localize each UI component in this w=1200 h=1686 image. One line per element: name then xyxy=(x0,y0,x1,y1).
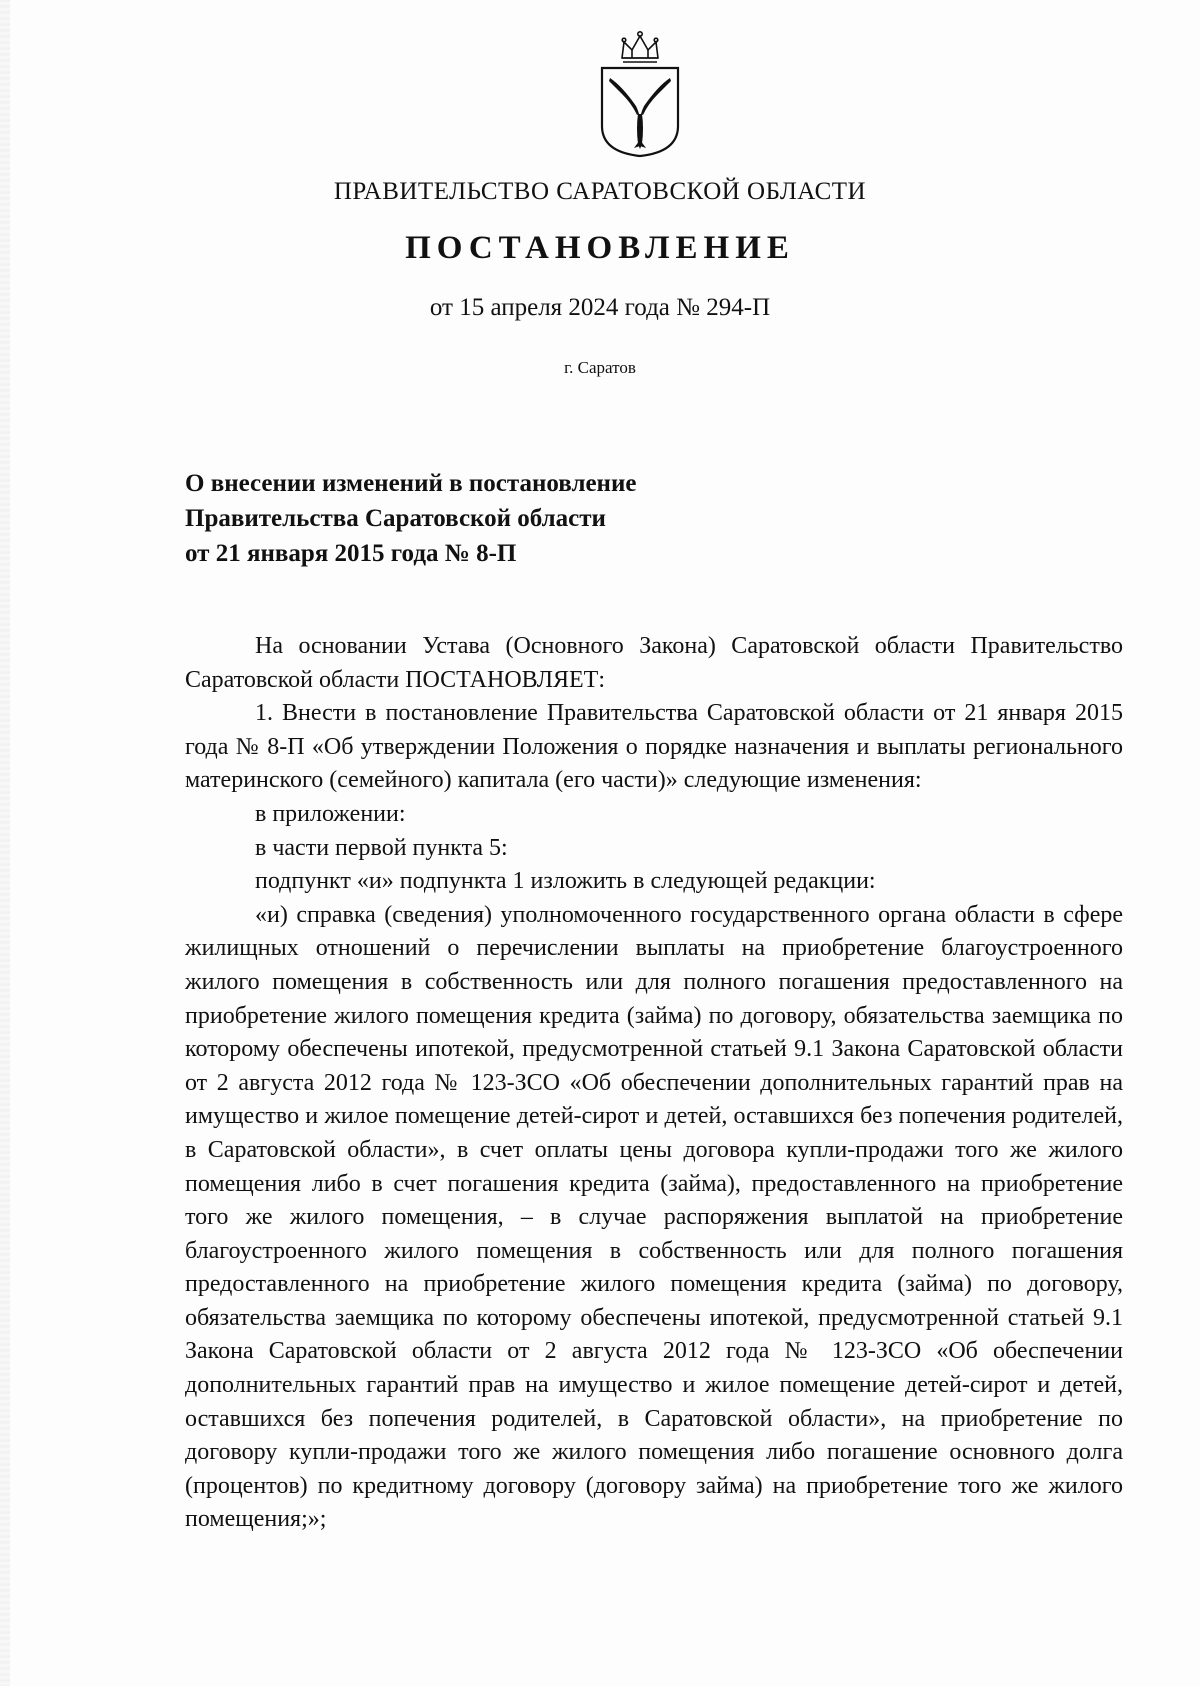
body-paragraph: в приложении: xyxy=(255,800,406,827)
body-paragraph: в части первой пункта 5: xyxy=(255,834,508,861)
saratov-coat-of-arms-icon xyxy=(596,28,684,158)
subject-line: Правительства Саратовской области xyxy=(185,505,606,532)
document-subject xyxy=(185,466,885,571)
document-type: ПОСТАНОВЛЕНИЕ xyxy=(405,230,795,266)
subject-line: О внесении изменений в постановление xyxy=(185,470,637,497)
body-paragraph: подпункт «и» подпункта 1 изложить в следующей редакции: xyxy=(255,868,876,895)
body-paragraph: На основании Устава (Основного Закона) Саратовской области Правительство Саратовской области ПОСТАНОВЛЯЕТ: xyxy=(185,633,1123,693)
document-city: г. Саратов xyxy=(564,358,636,377)
document-date-number: от 15 апреля 2024 года № 294-П xyxy=(429,294,771,321)
government-title: ПРАВИТЕЛЬСТВО САРАТОВСКОЙ ОБЛАСТИ xyxy=(333,178,867,205)
subject-line: от 21 января 2015 года № 8-П xyxy=(185,540,517,567)
body-paragraph: «и) справка (сведения) уполномоченного государственного органа области в сфере жилищных отношений о перечислении выплаты на приобретение благоустроенного жилого помещения в собственность или для полного погашения предоставленного на приобретение жилого помещения кредита (займа) по договору, обязательства заемщика по которому обеспечены ипотекой, предусмотренной статьей 9.1 Закона Саратовской области от 2 августа 2012 года № 123-ЗСО «Об обеспечении дополнительных гарантий прав на имущество и жилое помещение детей-сирот и детей, оставшихся без попечения родителей, в Саратовской области», в счет оплаты цены договора купли-продажи того же жилого помещения либо в счет погашения кредита (займа), предоставленного на приобретение того же жилого помещения, – в случае распоряжения выплатой на приобретение благоустроенного жилого помещения в собственность или для полного погашения предоставленного на приобретение жилого помещения кредита (займа) по договору, обязательства заемщика по которому обеспечены ипотекой, предусмотренной статьей 9.1 Закона Саратовской области от 2 августа 2012 года № 123-ЗСО «Об обеспечении дополнительных гарантий прав на имущество и жилое помещение детей-сирот и детей, оставшихся без попечения родителей, в Саратовской области», на приобретение по договору купли-продажи того же жилого помещения либо погашение основного долга (процентов) по кредитному договору (договору займа) на приобретение того же жилого помещения;»; xyxy=(185,901,1123,1533)
body-paragraph: 1. Внести в постановление Правительства Саратовской области от 21 января 2015 года № 8-П «Об утверждении Положения о порядке назначения и выплаты регионального материнского (семейного) капитала (его части)» следующие изменения: xyxy=(185,700,1123,794)
document-body xyxy=(185,630,1123,1537)
